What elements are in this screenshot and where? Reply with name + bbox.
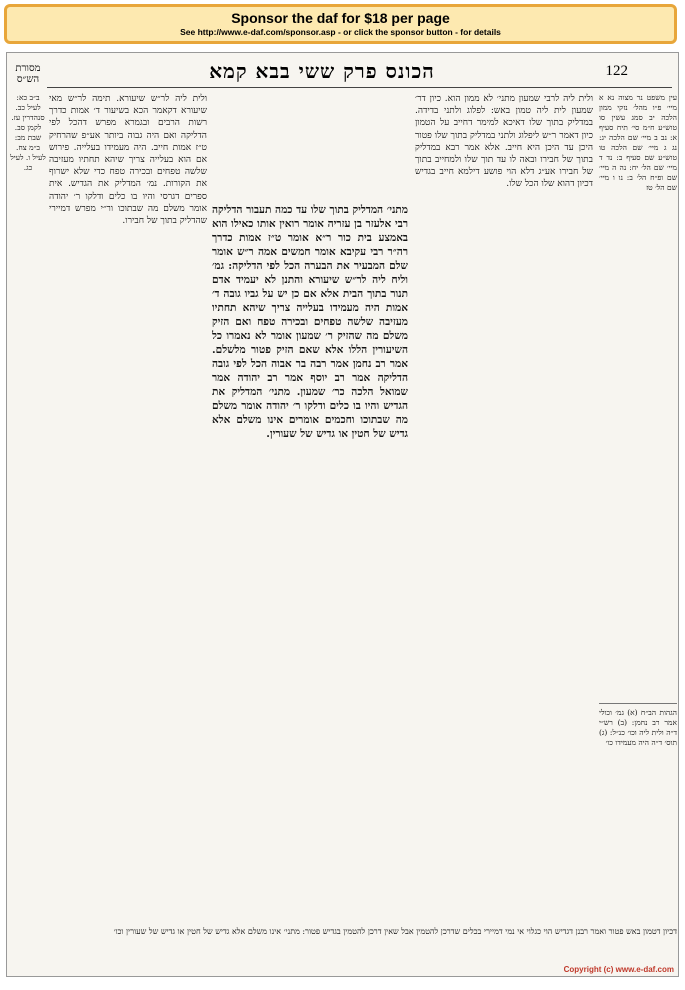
copyright-link[interactable]: Copyright (c) www.e-daf.com [563,965,674,974]
page-number: 122 [605,63,628,79]
bottom-commentary: דכיון דטמון באש פטור ואמר רבנן דגדיש הוי כגלוי אי נמי דמיירי בכלים שדרכן להטמין אבל שאין דרכן להטמין בגדיש פטור: מתני׳ אינו משלם אלא גדיש של חטין או גדיש של שעורין וכו׳ [113,927,677,936]
masoret-label: מסורת הש״ס [15,63,41,85]
page-header [7,59,678,89]
talmud-page [6,52,679,977]
sponsor-subtitle[interactable]: See http://www.e-daf.com/sponsor.asp - or click the sponsor button - for details [180,27,501,37]
ein-mishpat-column: עין משפט נר מצוה נא א מיי׳ פ״ו מהל׳ נזקי ממון הלכה יב סמג עשין סו טוש״ע ח״מ סי׳ תיח סעיף א: נב ב מיי׳ שם הלכה יג: נג ג מיי׳ שם הלכה טו טוש״ע שם סעיף ב: נד ד מיי׳ שם הל׳ יח: נה ה מיי׳ שם ופ״ח הל׳ ב: נו ו מיי׳ שם הל׳ טז [599,93,677,192]
header-rule [47,87,672,88]
sponsor-banner[interactable] [4,4,677,44]
tosafot-column: ולית ליה לר״ש שיעורא. תימה לר״ש מאי שיעורא דקאמר הכא בשיעור ד׳ אמות כדרך רשות הרבים ובגמרא מפרש דהכל לפי הדליקה ואם היה גבוה ביותר אע״פ שהרחיק ט״ז אמות חייב. היה מעמידו בעלייה. פירוש אם הוא בעלייה צריך שיהא תחתיו מעזיבה שלשה טפחים ובכירה טפח כדי שלא ישרוף את הקורות. נמ׳ המדליק את הגדיש. אית ספרים דגרסי והיו בו כלים ודלקו ר׳ יהודה אומר משלם מה שבתוכו ור״י מפרש דמיירי שהדליק בתוך של חבירו. [49,94,207,227]
running-title: הכונס פרק ששי בבא קמא [209,59,435,83]
rashi-column: ולית ליה לרבי שמעון מתני׳ לא ממון הוא. כיון דר׳ שמעון לית ליה טמון באש: לפלוג ולתני בדידה. במדליק בתוך שלו דאיכא למימר דחייב על הטמון כיון דאמר ר״ש ליפלוג ולתני במדליק בתוך שלו פטור היכן עד היכן היא חייב. אלא אמר רבא במדליק בתוך של חבירו ובאה לו עד תוך שלו ולמחייב בתוך של חבירו אע״ג דלא הוי פושע דילמא חייב בגדיש דכיון דהוא שלו הכל שלו. [415,94,593,190]
hagahot-habach: הגהות הב״ח (א) גמ׳ וכולי אמר רב נחמן: (ב) רש״י ד״ה ולית ליה וכו׳ כנ״ל: (ג) תוס׳ ד״ה היה מעמידו כו׳ [599,703,677,918]
margin-references: ב״ב כא: לעיל כב. סנהדרין עז. לקמן סב. שבת מב: ב״מ צח. לעיל ו. לעיל כג. [10,93,46,172]
gemara-column: מתני׳ המדליק בתוך שלו עד כמה תעבור הדליקה רבי אלעזר בן עזריה אומר רואין אותו כאילו הוא באמצע בית כור ר״א אומר ט״ז אמות כדרך רה״ר רבי עקיבא אומר חמשים אמה ר״ש אומר שלם המבעיר את הבערה הכל לפי הדליקה: גמ׳ וליח ליה לר״ש שיעורא והתנן לא יעמיד אדם תנור בתוך הבית אלא אם כן יש על גביו גובה ד׳ אמות היה מעמידו בעלייה צריך שיהא תחתיו מעזיבה שלשה טפחים ובכירה טפח ואם הזיק משלם מה שהזיק ר׳ שמעון אומר לא נאמרו כל השיעורין הללו אלא שאם הזיק פטור מלשלם. אמר רב נחמן אמר רבה בר אבוה הכל לפי גובה הדליקה אמר רב יוסף אמר רב יהודה אמר שמואל הלכה כר׳ שמעון. מתני׳ המדליק את הגדיש והיו בו כלים ודלקו ר׳ יהודה אומר משלם מה שבתוכו וחכמים אומרים אינו משלם אלא גדיש של חטין או גדיש של שעורין. [212,204,408,440]
sponsor-title[interactable]: Sponsor the daf for $18 per page [231,10,450,26]
